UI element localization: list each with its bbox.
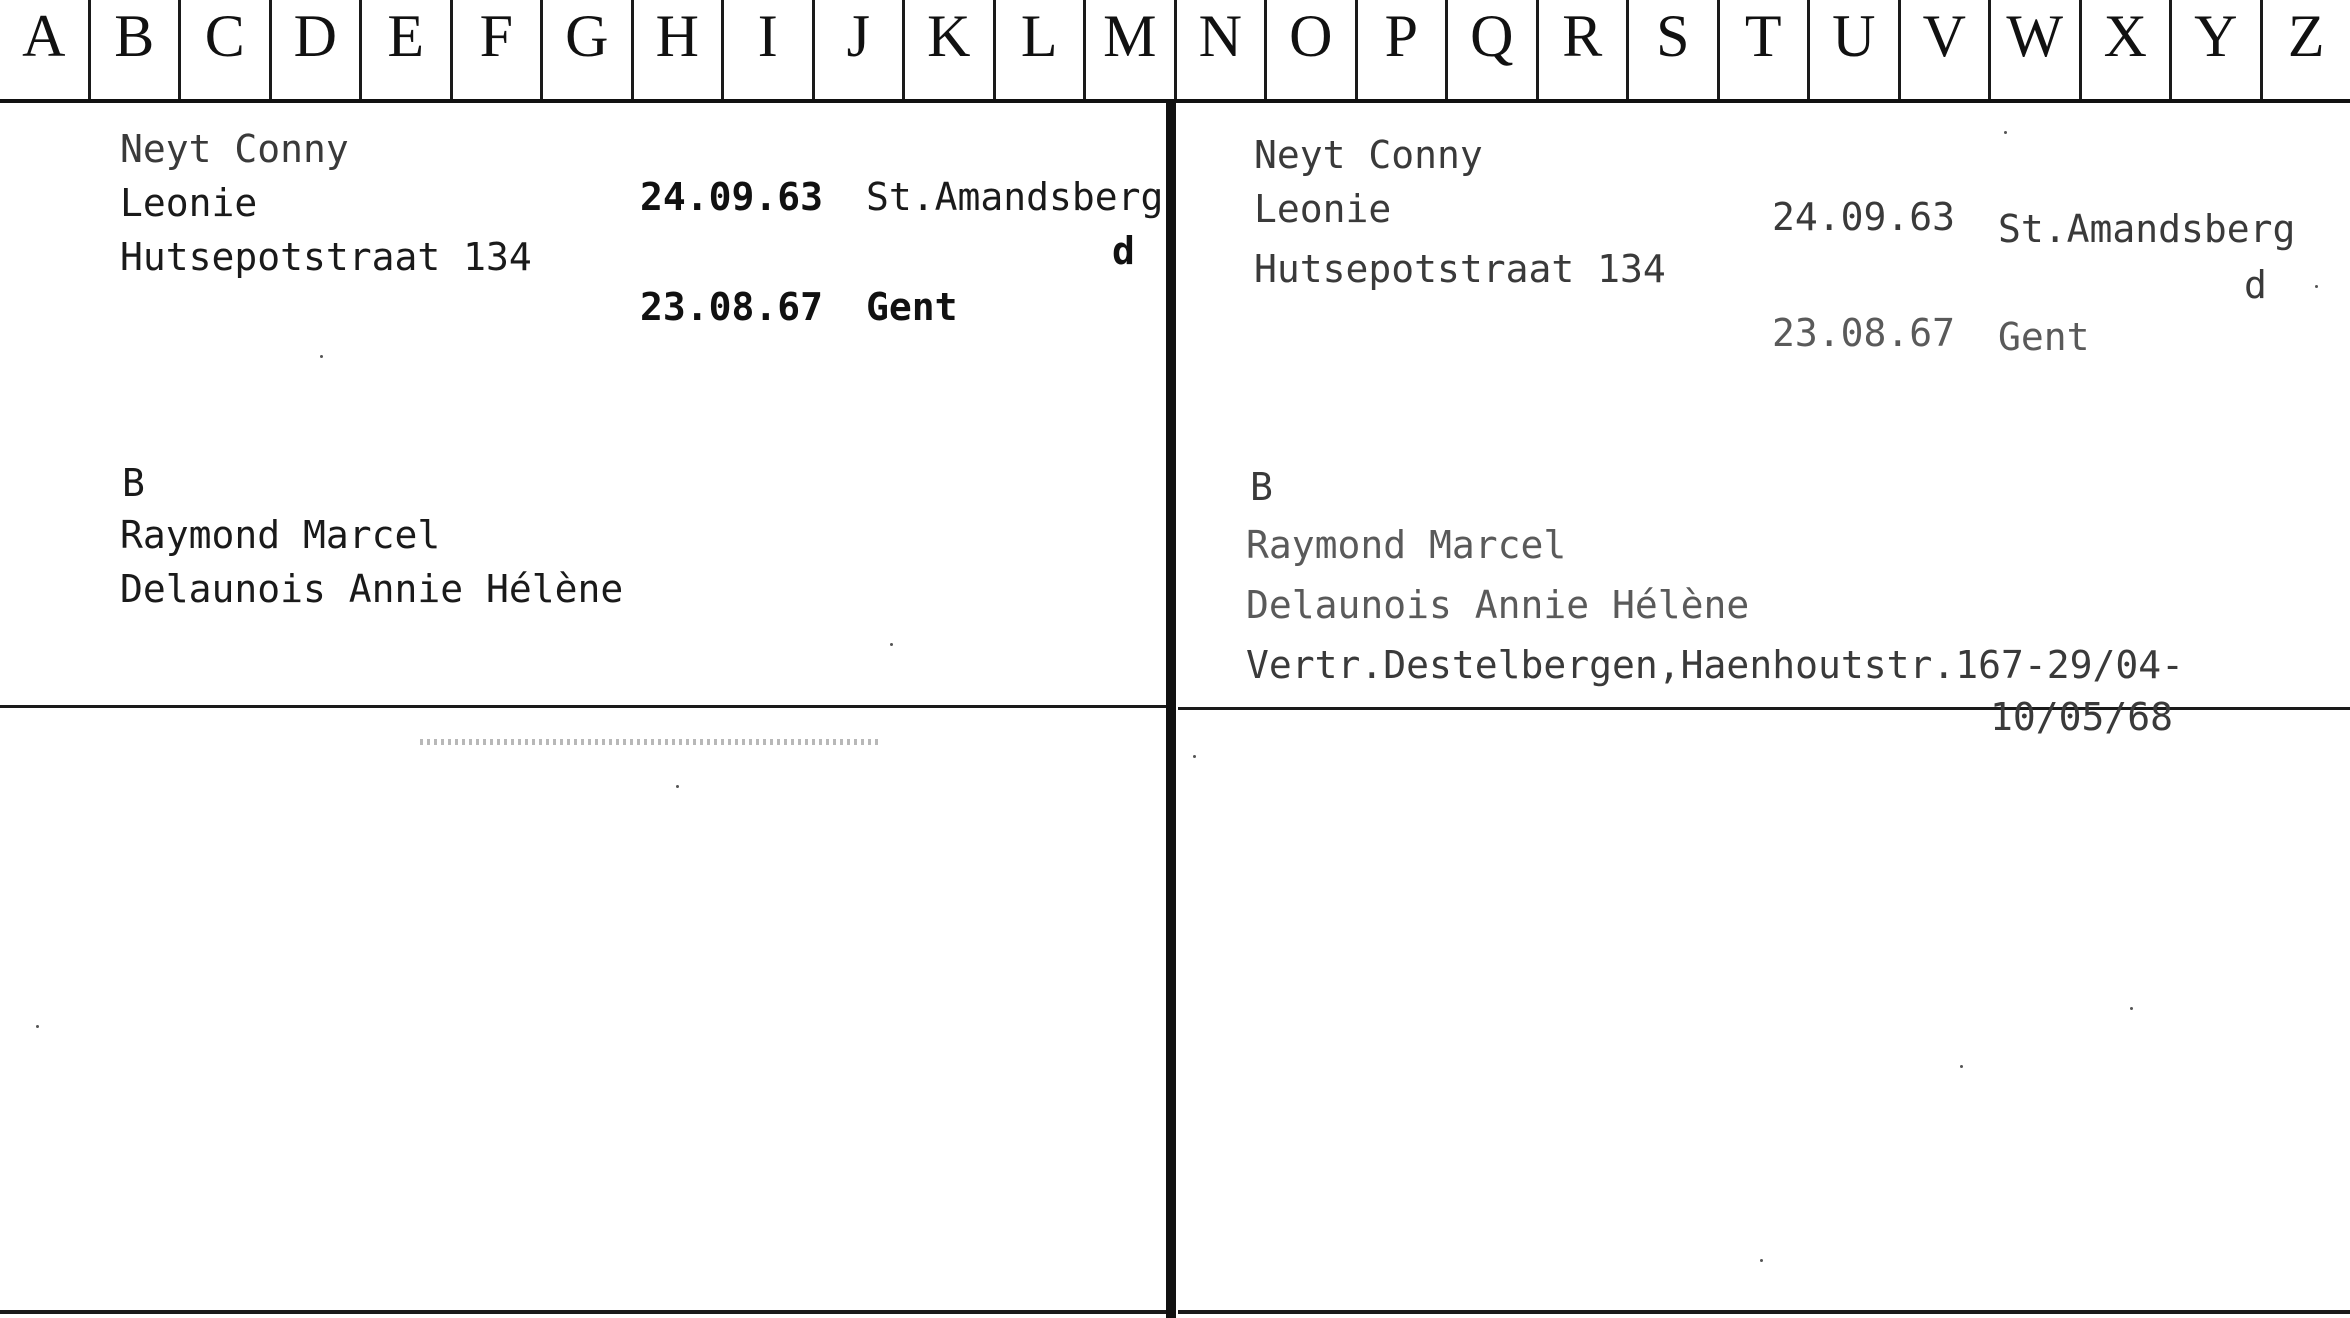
right-card-birth-place: St.Amandsberg — [1998, 207, 2296, 251]
alphabet-letter-q: Q — [1445, 0, 1536, 99]
alphabet-letter-r: R — [1536, 0, 1627, 99]
alphabet-letter-x: X — [2079, 0, 2170, 99]
right-card-birth-date: 24.09.63 — [1772, 195, 1956, 239]
right-card-given-name: Leonie — [1254, 187, 1392, 231]
alphabet-letter-b: B — [88, 0, 179, 99]
left-card-speck — [676, 785, 679, 788]
alphabet-letter-f: F — [450, 0, 541, 99]
right-card-speck — [2004, 131, 2007, 134]
right-card-speck — [2315, 285, 2318, 288]
alphabet-letter-o: O — [1264, 0, 1355, 99]
alphabet-letter-g: G — [540, 0, 631, 99]
right-card-father: Raymond Marcel — [1246, 523, 1567, 567]
left-card-birth-place-suffix: d — [1112, 229, 1135, 273]
left-card-birth-date: 24.09.63 — [640, 175, 824, 219]
left-card-event-date: 23.08.67 — [640, 285, 824, 329]
right-card-bottom-rule — [1178, 1310, 2350, 1314]
alphabet-letter-h: H — [631, 0, 722, 99]
right-card-departure-note: Vertr.Destelbergen,Haenhoutstr.167-29/04- — [1246, 643, 2184, 687]
alphabet-letter-j: J — [812, 0, 903, 99]
alphabet-letter-i: I — [721, 0, 812, 99]
left-card-birth-place: St.Amandsberg — [866, 175, 1164, 219]
left-card-ink-smudge — [420, 739, 880, 745]
left-card-mother: Delaunois Annie Hélène — [120, 567, 624, 611]
left-card-address: Hutsepotstraat 134 — [120, 235, 532, 279]
alphabet-letter-l: L — [993, 0, 1084, 99]
alphabet-letter-v: V — [1898, 0, 1989, 99]
right-card-birth-place-suffix: d — [2244, 263, 2267, 307]
right-card-mother: Delaunois Annie Hélène — [1246, 583, 1750, 627]
alphabet-letter-a: A — [22, 3, 66, 69]
right-card-departure-note-cont: 10/05/68 — [1990, 695, 2174, 739]
left-card-marker: B — [122, 461, 145, 505]
right-card-marker: B — [1250, 465, 1273, 509]
alphabet-letter-c: C — [178, 0, 269, 99]
right-card-event-date: 23.08.67 — [1772, 311, 1956, 355]
right-card-speck — [1193, 755, 1196, 758]
alphabet-letter-w: W — [1988, 0, 2079, 99]
right-card-speck — [1960, 1065, 1963, 1068]
right-card-name: Neyt Conny — [1254, 133, 1483, 177]
alphabet-letter-u: U — [1807, 0, 1898, 99]
left-card-given-name: Leonie — [120, 181, 258, 225]
alphabet-letter-t: T — [1717, 0, 1808, 99]
left-card-speck — [320, 355, 323, 358]
alphabet-letter-y: Y — [2169, 0, 2260, 99]
right-card-mid-rule — [1178, 707, 2350, 710]
right-card-speck — [2130, 1007, 2133, 1010]
left-card-name: Neyt Conny — [120, 127, 349, 171]
left-card-bottom-rule — [0, 1310, 1166, 1314]
right-card-event-place: Gent — [1998, 315, 2090, 359]
alphabet-letter-d: D — [269, 0, 360, 99]
alphabet-letter-s: S — [1626, 0, 1717, 99]
left-card-mid-rule — [0, 705, 1166, 708]
left-card-speck — [890, 643, 893, 646]
alphabet-letter-p: P — [1355, 0, 1446, 99]
alphabet-index-strip — [0, 0, 2350, 103]
right-card-speck — [1760, 1259, 1763, 1262]
left-card — [0, 103, 1166, 1318]
center-divider — [1166, 103, 1176, 1318]
left-card-father: Raymond Marcel — [120, 513, 441, 557]
left-card-speck — [36, 1025, 39, 1028]
right-card — [1178, 103, 2350, 1318]
alphabet-letter-z: Z — [2260, 0, 2350, 99]
alphabet-letter-k: K — [902, 0, 993, 99]
alphabet-letter-n: N — [1174, 0, 1265, 99]
alphabet-letter-m: M — [1083, 0, 1174, 99]
alphabet-letter-e: E — [359, 0, 450, 99]
left-card-event-place: Gent — [866, 285, 958, 329]
right-card-address: Hutsepotstraat 134 — [1254, 247, 1666, 291]
